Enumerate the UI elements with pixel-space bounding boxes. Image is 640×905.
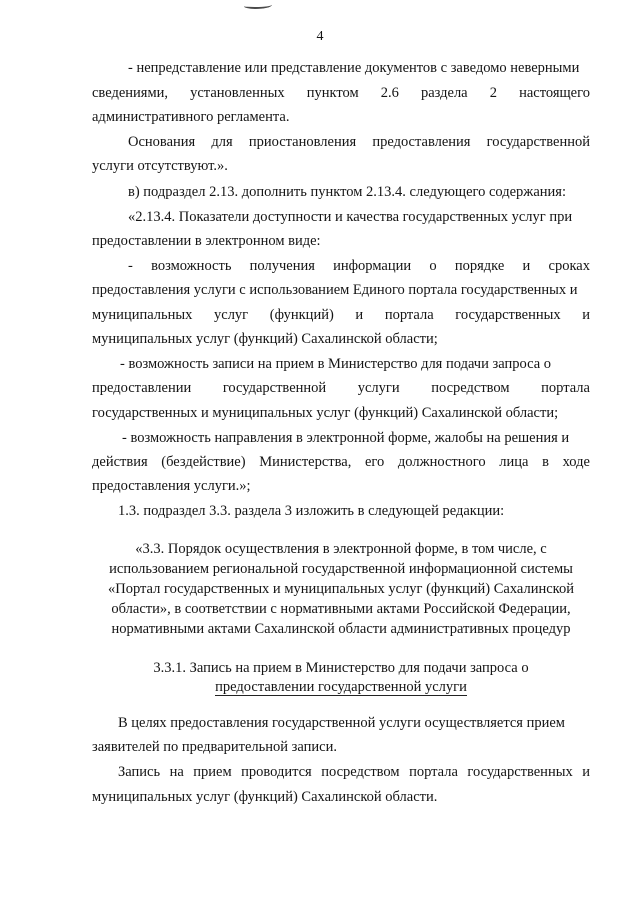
- word: действия: [92, 454, 148, 470]
- word: сведениями,: [92, 85, 169, 101]
- word: пунктом: [306, 85, 359, 101]
- word: о: [429, 258, 437, 274]
- word: прием: [193, 764, 232, 780]
- text-line: [0, 83, 640, 103]
- text-line: «2.13.4. Показатели доступности и качества государственных услуг при: [128, 209, 573, 225]
- text-line: 3.3.1. Запись на прием в Министерство для подачи запроса о: [153, 660, 529, 676]
- text-line: - возможность записи на прием в Министерство для подачи запроса о: [120, 356, 551, 372]
- word: лица: [499, 454, 529, 470]
- word: проводится: [241, 764, 312, 780]
- text-line: нормативными актами Сахалинской области административных процедур: [111, 621, 571, 637]
- word: раздела: [420, 85, 468, 101]
- text-line: предоставления услуги.»;: [92, 478, 251, 494]
- word: государственной: [222, 380, 327, 396]
- text-line: [0, 762, 640, 782]
- word: государственных: [455, 307, 561, 323]
- text-line: муниципальных услуг (функций) Сахалинской области.: [92, 789, 438, 805]
- text-line: муниципальных услуг (функций) Сахалинской области;: [92, 331, 438, 347]
- text-line: заявителей по предварительной записи.: [92, 739, 337, 755]
- text-line: - возможность направления в электронной форме, жалобы на решения и: [122, 430, 570, 446]
- word: посредством: [431, 380, 510, 396]
- word: получения: [249, 258, 315, 274]
- word: и: [582, 764, 590, 780]
- text-line: услуги отсутствуют.».: [92, 158, 228, 174]
- word: портала: [409, 764, 458, 780]
- scan-mark: [244, 2, 272, 9]
- word: и: [582, 307, 590, 323]
- text-line: [0, 305, 640, 325]
- word: в: [542, 454, 549, 470]
- word: и: [355, 307, 364, 323]
- word: и: [522, 258, 531, 274]
- text-line: предоставлении в электронном виде:: [92, 233, 321, 249]
- word: 2: [489, 85, 497, 101]
- word: услуг: [214, 307, 249, 323]
- underlined-heading: предоставлении государственной услуги: [215, 679, 467, 695]
- word: возможность: [151, 258, 232, 274]
- word: Основания: [128, 134, 196, 150]
- text-line: В целях предоставления государственной услуги осуществляется прием: [118, 715, 565, 731]
- word: государственной: [486, 134, 590, 150]
- word: портала: [384, 307, 434, 323]
- text-line: предоставления услуги с использованием Единого портала государственных и: [92, 282, 578, 298]
- word: ходе: [562, 454, 590, 470]
- word: 2.6: [380, 85, 399, 101]
- text-line: [0, 256, 640, 276]
- text-line: «Портал государственных и муниципальных услуг (функций) Сахалинской: [108, 581, 574, 597]
- word: посредством: [321, 764, 400, 780]
- word: порядке: [454, 258, 505, 274]
- word: для: [211, 134, 233, 150]
- word: сроках: [548, 258, 590, 274]
- text-line: «3.3. Порядок осуществления в электронной форме, в том числе, с: [135, 541, 547, 557]
- word: -: [128, 258, 133, 274]
- word: Запись: [118, 764, 161, 780]
- word: (функций): [269, 307, 334, 323]
- text-line: области», в соответствии с нормативными актами Российской Федерации,: [111, 601, 571, 617]
- word: муниципальных: [92, 307, 193, 323]
- text-line: [0, 677, 640, 697]
- text-line: 1.3. подраздел 3.3. раздела 3 изложить в следующей редакции:: [118, 503, 505, 519]
- word: предоставления: [372, 134, 471, 150]
- text-line: административного регламента.: [92, 109, 290, 125]
- text-line: - непредставление или представление документов с заведомо неверными: [128, 60, 580, 76]
- word: на: [169, 764, 184, 780]
- word: должностного: [397, 454, 486, 470]
- text-line: государственных и муниципальных услуг (функций) Сахалинской области;: [92, 405, 559, 421]
- word: (бездействие): [161, 454, 246, 470]
- text-line: в) подраздел 2.13. дополнить пунктом 2.13.4. следующего содержания:: [128, 184, 566, 200]
- word: настоящего: [519, 85, 590, 101]
- text-line: [0, 132, 640, 152]
- word: предоставлении: [92, 380, 192, 396]
- word: приостановления: [248, 134, 357, 150]
- word: Министерства,: [259, 454, 352, 470]
- word: государственных: [467, 764, 573, 780]
- text-line: использованием региональной государственной информационной системы: [109, 561, 573, 577]
- word: установленных: [190, 85, 285, 101]
- word: его: [364, 454, 385, 470]
- word: портала: [541, 380, 590, 396]
- page-number: 4: [316, 29, 324, 44]
- text-line: [0, 452, 640, 472]
- word: информации: [333, 258, 412, 274]
- word: услуги: [357, 380, 400, 396]
- text-line: [0, 378, 640, 398]
